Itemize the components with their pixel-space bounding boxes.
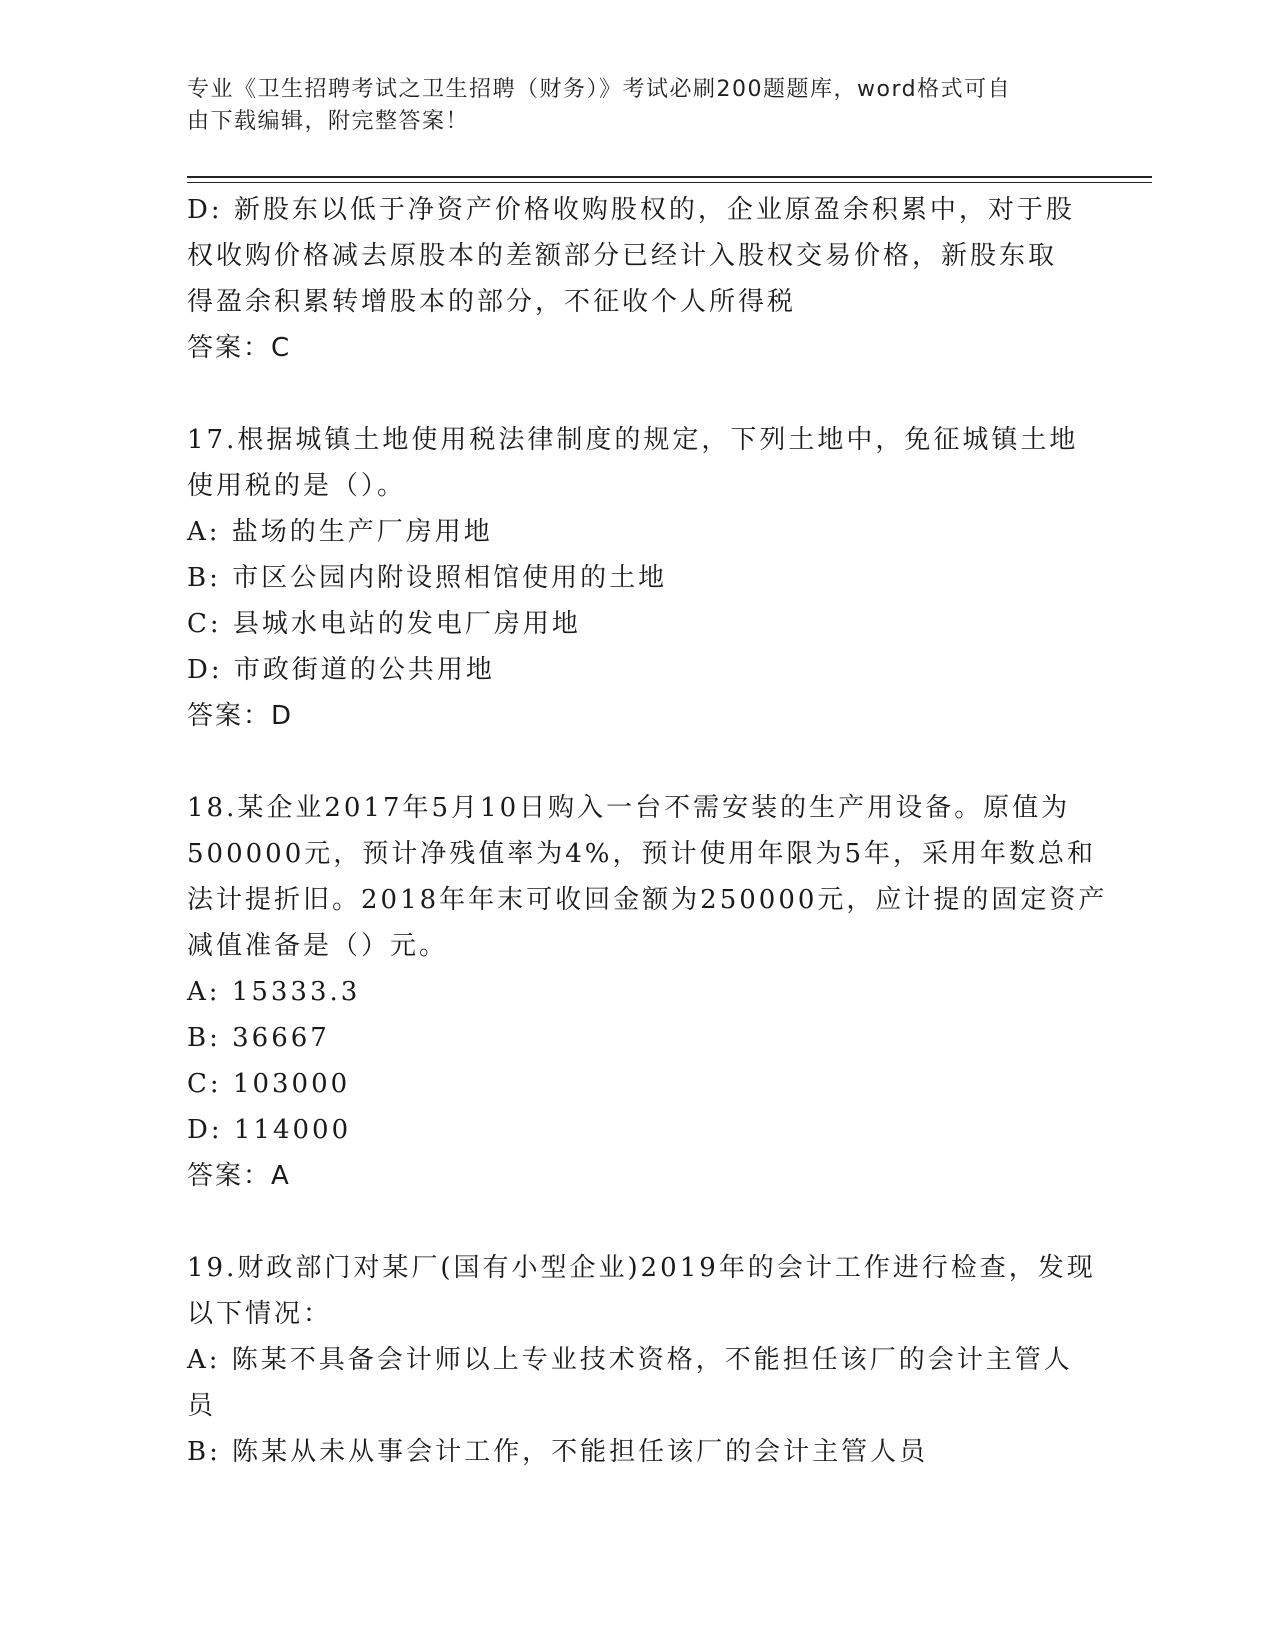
spacer [187, 1199, 1087, 1245]
question-18 [187, 785, 1108, 1199]
option-b: B: 陈某从未从事会计工作，不能担任该厂的会计主管人员 [187, 1437, 929, 1467]
question-stem-line: 使用税的是（）。 [187, 471, 407, 501]
document-body [187, 187, 1108, 1475]
header-divider-thin [187, 182, 1152, 183]
question-stem-line: 19.财政部门对某厂(国有小型企业)2019年的会计工作进行检查，发现 [187, 1253, 1096, 1283]
document-header [187, 74, 1067, 138]
header-divider-thick [187, 176, 1152, 178]
question-stem-line: 17.根据城镇土地使用税法律制度的规定，下列土地中，免征城镇土地 [187, 425, 1079, 455]
header-line-2: 由下载编辑，附完整答案！ [187, 109, 470, 134]
answer-label: 答案：A [187, 1161, 291, 1191]
question-stem-line: 18.某企业2017年5月10日购入一台不需安装的生产用设备。原值为 [187, 793, 1071, 823]
answer-label: 答案：D [187, 701, 294, 731]
question-19 [187, 1245, 1096, 1475]
option-b: B: 市区公园内附设照相馆使用的土地 [187, 563, 668, 593]
prev-question-block [187, 187, 1087, 371]
question-stem-line: 减值准备是（）元。 [187, 931, 449, 961]
spacer [187, 371, 1087, 417]
option-a: A: 陈某不具备会计师以上专业技术资格，不能担任该厂的会计主管人 [187, 1345, 1073, 1375]
option-c: C: 县城水电站的发电厂房用地 [187, 609, 581, 639]
question-stem-line: 法计提折旧。2018年年末可收回金额为250000元，应计提的固定资产 [187, 885, 1108, 915]
question-17 [187, 417, 1087, 739]
option-d: D: 114000 [187, 1115, 352, 1145]
option-d: D: 市政街道的公共用地 [187, 655, 495, 685]
question-stem-line: 以下情况： [187, 1299, 333, 1329]
spacer [187, 739, 1087, 785]
option-a: A: 15333.3 [187, 977, 361, 1007]
option-a: A: 盐场的生产厂房用地 [187, 517, 493, 547]
question-stem-line: 500000元，预计净残值率为4%，预计使用年限为5年，采用年数总和 [187, 839, 1097, 869]
option-d-line: 得盈余积累转增股本的部分，不征收个人所得税 [187, 287, 797, 317]
option-b: B: 36667 [187, 1023, 330, 1053]
header-line-1: 专业《卫生招聘考试之卫生招聘（财务）》考试必刷200题题库，word格式可自 [187, 77, 1012, 102]
option-a-continued: 员 [187, 1391, 217, 1421]
answer-label: 答案：C [187, 333, 292, 363]
option-d-line: 权收购价格减去原股本的差额部分已经计入股权交易价格，新股东取 [187, 241, 1058, 271]
option-c: C: 103000 [187, 1069, 351, 1099]
option-d-line: D: 新股东以低于净资产价格收购股权的，企业原盈余积累中，对于股 [187, 195, 1075, 225]
